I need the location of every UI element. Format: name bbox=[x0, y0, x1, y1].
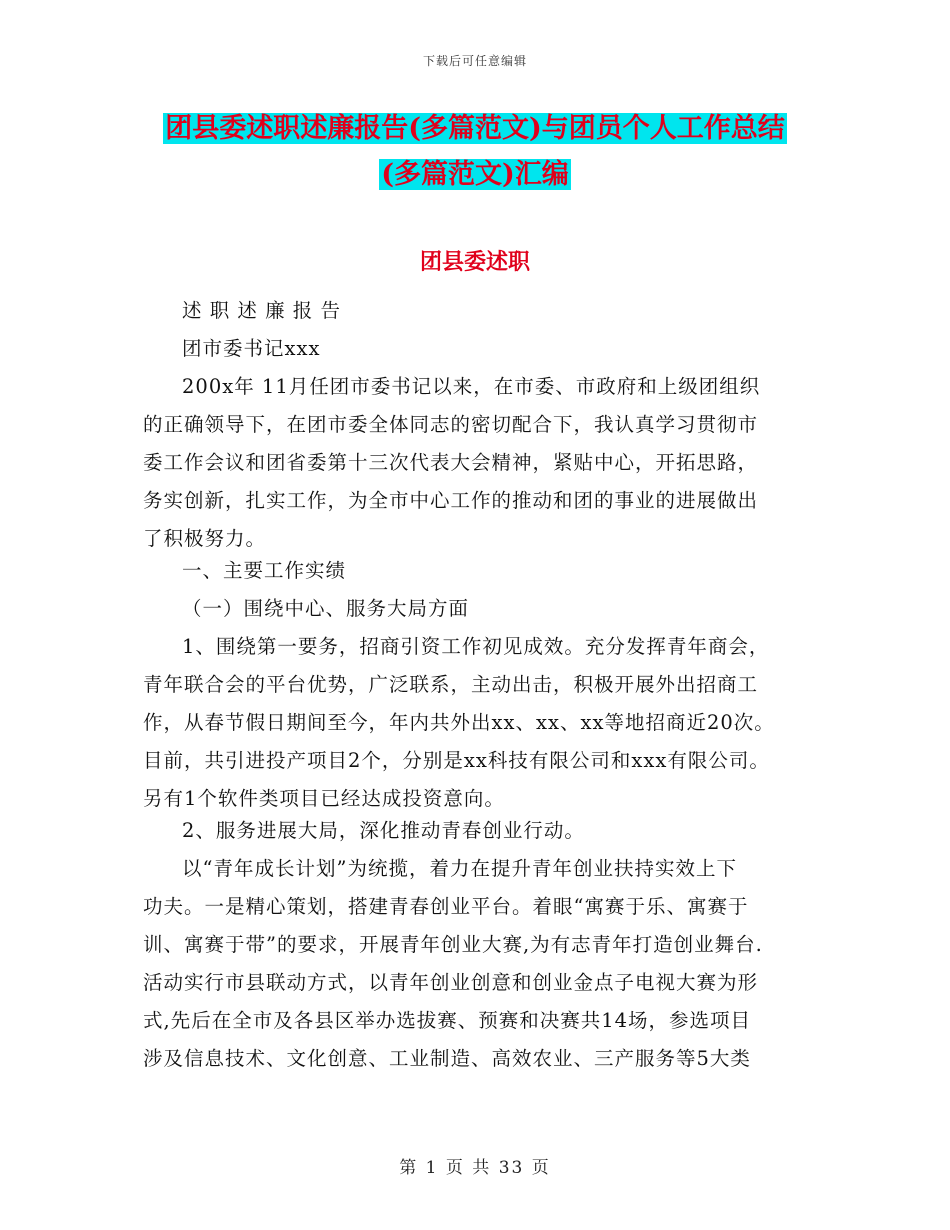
section-subtitle: 团县委述职 bbox=[419, 249, 530, 275]
paragraph-line: 另有1个软件类项目已经达成投资意向。 bbox=[143, 787, 505, 810]
paragraph-line: 200x年 11月任团市委书记以来，在市委、市政府和上级团组织 bbox=[182, 375, 761, 398]
paragraph-line: 以“青年成长计划”为统揽，着力在提升青年创业扶持实效上下 bbox=[182, 857, 737, 880]
paragraph-line: 式,先后在全市及各县区举办选拔赛、预赛和决赛共14场，参选项目 bbox=[143, 1009, 752, 1032]
paragraph-line: 委工作会议和团省委第十三次代表大会精神，紧贴中心，开拓思路， bbox=[143, 451, 759, 474]
report-heading: 述 职 述 廉 报 告 bbox=[182, 299, 341, 322]
paragraph-line: 活动实行市县联动方式，以青年创业创意和创业金点子电视大赛为形 bbox=[143, 971, 759, 994]
paragraph-line: 1、围绕第一要务，招商引资工作初见成效。充分发挥青年商会， bbox=[182, 635, 770, 658]
paragraph-line: 了积极努力。 bbox=[143, 527, 267, 550]
paragraph-item-2: 2、服务进展大局，深化推动青春创业行动。 bbox=[182, 819, 585, 842]
document-title-line-2: (多篇范文)汇编 bbox=[381, 159, 569, 190]
paragraph-youth-plan bbox=[143, 850, 813, 1078]
section-heading-1: 一、主要工作实绩 bbox=[182, 559, 347, 582]
paragraph-line: 务实创新，扎实工作，为全市中心工作的推动和团的事业的进展做出 bbox=[143, 489, 759, 512]
paragraph-line: 目前，共引进投产项目2个，分别是xx科技有限公司和xxx有限公司。 bbox=[143, 749, 770, 772]
author-line: 团市委书记xxx bbox=[182, 337, 321, 360]
header-note: 下载后可任意编辑 bbox=[422, 54, 527, 68]
paragraph-line: 作，从春节假日期间至今，年内共外出xx、xx、xx等地招商近20次。 bbox=[143, 711, 775, 734]
section-heading-1-1: （一）围绕中心、服务大局方面 bbox=[182, 597, 470, 620]
page-footer: 第 1 页 共 33 页 bbox=[399, 1158, 551, 1178]
document-title-line-1: 团县委述职述廉报告(多篇范文)与团员个人工作总结 bbox=[165, 113, 785, 144]
paragraph-line: 涉及信息技术、文化创意、工业制造、高效农业、三产服务等5大类 bbox=[143, 1047, 751, 1070]
paragraph-investment bbox=[143, 628, 813, 818]
paragraph-line: 的正确领导下，在团市委全体同志的密切配合下，我认真学习贯彻市 bbox=[143, 413, 759, 436]
paragraph-line: 功夫。一是精心策划，搭建青春创业平台。着眼“寓赛于乐、寓赛于 bbox=[143, 895, 749, 918]
paragraph-line: 青年联合会的平台优势，广泛联系，主动出击，积极开展外出招商工 bbox=[143, 673, 759, 696]
paragraph-line: 训、寓赛于带”的要求，开展青年创业大赛,为有志青年打造创业舞台. bbox=[143, 933, 763, 956]
paragraph-intro bbox=[143, 368, 813, 558]
